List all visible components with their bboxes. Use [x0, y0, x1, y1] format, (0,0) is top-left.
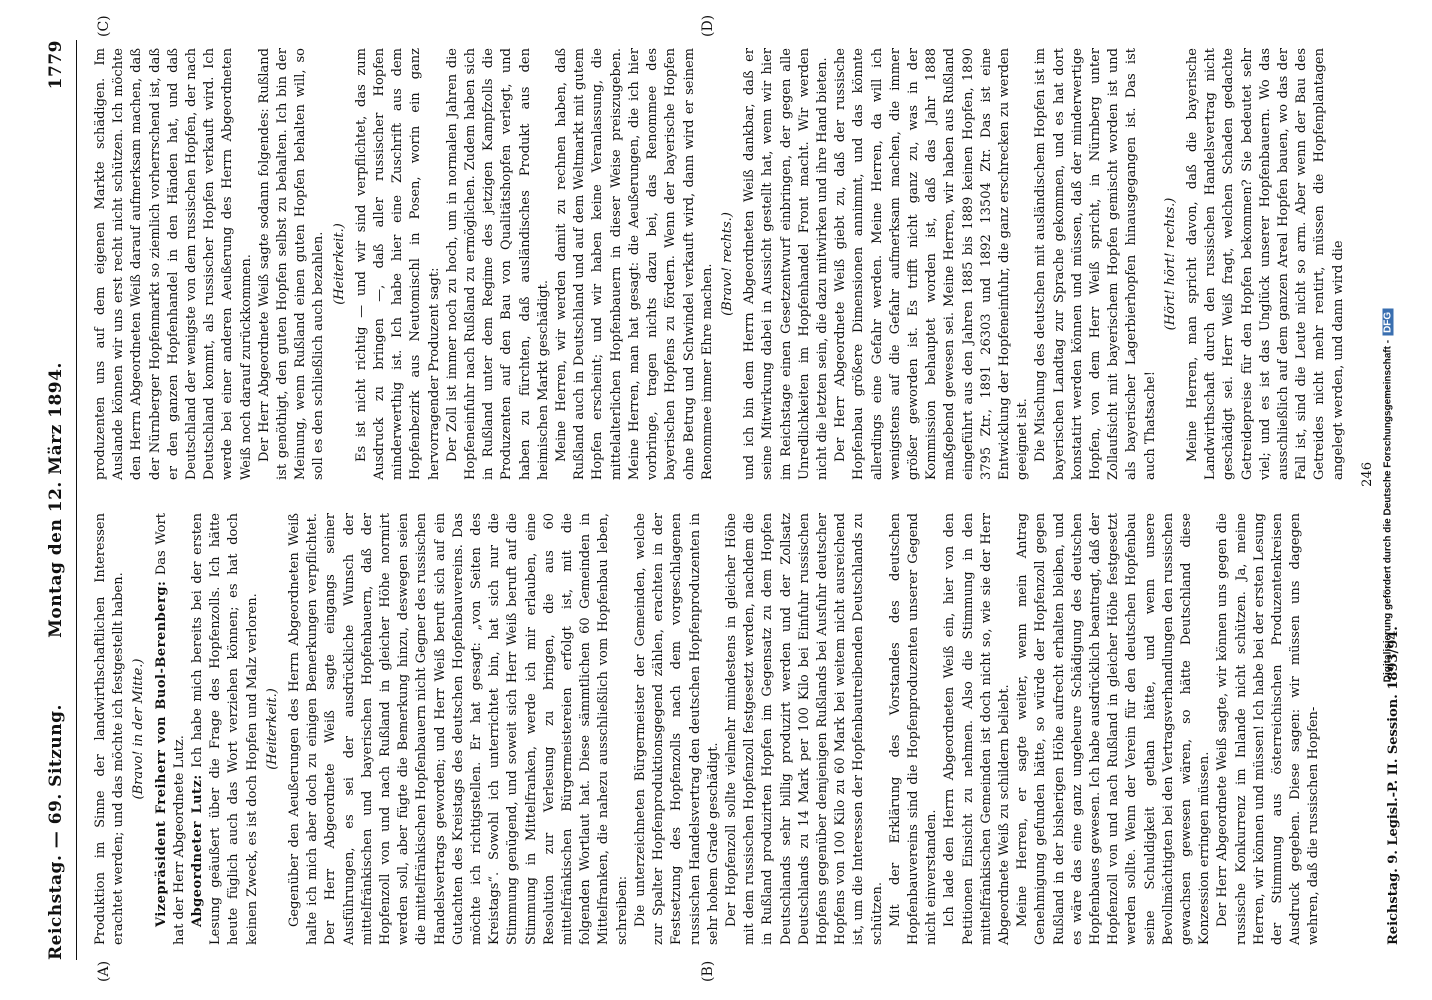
interjection: (Bravo! in der Mitte.)	[131, 658, 147, 800]
paragraph: Der Herr Abgeordnete Weiß sagte, wir können uns gegen die russische Konkurrenz im Inlande nicht schützen. Ja, meine Herren, wir können und müssen! Ich habe bei der ersten Lesung der Stimmung aus österreichischen Produzentenkreisen Ausdruck gegeben. Diese sagen: wir müssen uns dagegen wehren, daß die russischen Hopfen-	[1215, 513, 1322, 945]
credit-text: Digitalisierung gefördert durch die Deutsche Forschungsgemeinschaft -	[1382, 339, 1394, 683]
interjection: (Heiterkeit.)	[264, 688, 280, 770]
paragraph: Der Hopfenzoll sollte vielmehr mindestens in gleicher Höhe mit dem russischen Hopfenzoll festgesetzt werden, nachdem die in Rußland produzirten Hopfen im Gegensatz zu dem Hopfen Deutschlands sehr billig produzirt werden und der Zollsatz Deutschlands zu 14 Mark per 100 Kilo bei Einfuhr russischen Hopfens gegenüber demjenigen Rußlands bei Ausfuhr deutscher Hopfens von 100 Kilo zu 60 Mark bei weitem nicht ausreichend ist, um die Interessen der Hopfenbautreibenden Deutschlands zu schützen.	[723, 513, 885, 945]
text-column-left	[92, 513, 1324, 945]
header-page-number: 1779	[46, 40, 66, 90]
margin-letter-d: (D)	[700, 14, 716, 37]
paragraph: Der Herr Abgeordnete Weiß giebt zu, daß der russische Hopfenbau größere Dimensionen annimmt, und das könnte allerdings eine Gefahr werden. Meine Herren, da will ich wenigstens auf die Gefahr aufmerksam machen, die immer größer geworden ist. Es trifft nicht ganz zu, was in der Kommission behauptet worden ist, daß das Jahr 1888 maßgebend gewesen sei. Meine Herren, wir haben aus Rußland eingeführt aus den Jahren 1885 bis 1889 keinen Hopfen, 1890 3795 Ztr., 1891 26303 und 1892 13504 Ztr. Das ist eine Entwicklung der Hopfeneinfuhr, die ganz erschrecken zu werden geeignet ist.	[833, 48, 1031, 480]
page-header	[40, 40, 77, 960]
paragraph: Produktion im Sinne der landwirthschaftlichen Interessen erachtet werden; und das möchte ich festgestellt haben.	[93, 513, 127, 945]
paragraph	[189, 513, 262, 945]
paragraph: und ich bin dem Herrn Abgeordneten Weiß dankbar, daß er seine Mitwirkung dabei in Aussicht gestellt hat, wenn wir hier im Reichstage einen Gesetzentwurf einbringen, der gegen alle Unredlichkeiten im Hopfenhandel Front macht. Wir werden nicht die letzten sein, die dazu mitwirken und ihre Hand bieten.	[742, 48, 830, 480]
header-date: Montag den 12. März 1894.	[46, 362, 66, 638]
margin-letter-c: (C)	[96, 15, 112, 37]
paragraph: Ich lade den Herrn Abgeordneten Weiß ein, hier von den Petitionen Einsicht zu nehmen. Also die Stimmung in den mittelfränkischen Gemeinden ist doch nicht so, wie sie der Herr Abgeordnete Weiß zu schildern beliebt.	[942, 513, 1012, 945]
paragraph: Meine Herren, er sagte weiter, wenn mein Antrag Genehmigung gefunden hätte, so würde der Hopfenzoll gegen Rußland in der bisherigen Höhe aufrecht erhalten bleiben, und es wäre das eine ganz ungeheure Schädigung des deutschen Hopfenbaues gewesen. Ich habe ausdrücklich beantragt, daß der Hopfenzoll von und nach Rußland in gleicher Höhe festgesetzt werden sollte. Wenn der Verein für den deutschen Hopfenbau seine Schuldigkeit gethan hätte, und wenn unsere Bevollmächtigten bei den Vertragsverhandlungen den russischen gewachsen gewesen wären, so hätte Deutschland diese Konzession erringen müssen.	[1015, 513, 1213, 945]
margin-letter-a: (A)	[96, 960, 112, 982]
page-footer: Reichstag. 9. Legisl.-P. II. Session. 1893/94.	[1386, 626, 1401, 945]
paragraph: Mit der Erklärung des Vorstandes des deutschen Hopfenbauvereins sind die Hopfenproduzenten unserer Gegend nicht einverstanden.	[887, 513, 940, 945]
dfg-logo: DFG	[1383, 309, 1394, 336]
speech-text: Das Wort hat der Herr Abgeordnete Lutz.	[153, 513, 187, 945]
speaker-name: Vizepräsident Freiherr von Buol-Berenberg:	[153, 580, 169, 927]
margin-letter-b: (B)	[700, 960, 716, 982]
paragraph: Meine Herren, man spricht davon, daß die bayerische Landwirthschaft durch den russischen Handelsvertrag nicht geschädigt sei. Herr Weiß fragt, welchen Schaden gedachte Getreidepreise für den Hopfen bekommen? Sie bedeutet sehr viel; und es ist das Unglück unserer Hopfenbauern. Wo das ausschließlich auf dem ganzen Areal Hopfen bauen, wo das der Fall ist, sind die Leute nicht so arm. Aber wenn der Bau des Getreides nicht mehr rentirt, müssen die Hopfenplantagen angelegt werden, und dann wird die	[1184, 48, 1346, 480]
paragraph: produzenten uns auf dem eigenen Markte schädigen. Im Auslande können wir uns erst recht nicht schützen. Ich möchte den Herrn Abgeordneten Weiß darauf aufmerksam machen, daß der Nürnberger Hopfenmarkt so ziemlich vorherrschend ist, daß er den ganzen Hopfenhandel in den Händen hat, und daß Deutschland der wenigste von dem russischen Hopfen, der nach Deutschland kommt, als russischer Hopfen verkauft wird. Ich werde bei einer anderen Aeußerung des Herrn Abgeordneten Weiß noch darauf zurückkommen.	[93, 48, 254, 480]
speech-text: Ich habe mich bereits bei der ersten Lesung geäußert über die Frage des Hopfenzolls. Ich hätte heute füglich auch das Wort verziehen können; es hat doch keinen Zweck, es ist doch Hopfen und Malz verloren.	[190, 513, 260, 945]
paragraph: Gegenüber den Aeußerungen des Herrn Abgeordneten Weiß halte ich mich aber doch zu einigen Bemerkungen verpflichtet. Der Herr Abgeordnete Weiß sagte eingangs seiner Ausführungen, es sei der ausdrückliche Wunsch der mittelfränkischen und bayerischen Hopfenbauern, daß der Hopfenzoll von und nach Rußland in gleicher Höhe normirt werden soll, aber fügte die Bemerkung hinzu, deswegen seien die mittelfränkischen Hopfenbauern nicht Gegner des russischen Handelsvertrags geworden; und Herr Weiß beruft sich auf ein Gutachten des Kreistags des deutschen Hopfenbauvereins. Das möchte ich richtigstellen. Er hat gesagt: „von Seiten des Kreistags“. Sowohl ich unterrichtet bin, hat sich nur die Stimmung genügend, und soweit sich Herr Weiß beruft auf die Stimmung in Mittelfranken, werde ich mir erlauben, eine Resolution zur Verlesung zu bringen, die aus 60 mittelfränkischen Bürgermeistereien erfolgt ist, mit die folgenden Wortlaut hat. Diese sämmtlichen 60 Gemeinden in Mittelfranken, die nahezu ausschließlich vom Hopfenbau leben, schreiben:	[287, 513, 630, 945]
text-column-right	[92, 48, 1348, 480]
paragraph: Die Mischung des deutschen mit ausländischem Hopfen ist im bayerischen Landtag zur Sprache gekommen, und es hat dort konstatirt werden können und müssen, daß der minderwertige Hopfen, von dem Herr Weiß spricht, in Nürnberg unter Zollaufsicht mit bayerischem Hopfen gemischt worden ist und als bayerischer Lagerbierhopfen hinausgegangen ist. Das ist auch Thatsache!	[1033, 48, 1158, 480]
digitization-credit	[1378, 0, 1398, 1000]
interjection: (Heiterkeit.)	[331, 223, 347, 305]
header-left: Reichstag. — 69. Sitzung.	[46, 704, 66, 960]
interjection: (Hört! hört! rechts.)	[1162, 197, 1178, 331]
paragraph: Es ist nicht richtig — und wir sind verpflichtet, das zum Ausdruck zu bringen —, daß aller russischer Hopfen minderwerthig ist. Ich habe hier eine Zuschrift aus dem Hopfenbezirk aus Neutomischl in Posen, worin ein ganz hervorragender Produzent sagt:	[353, 48, 442, 480]
interjection: (Bravo! rechts.)	[719, 212, 735, 316]
paragraph: Die unterzeichneten Bürgermeister der Gemeinden, welche zur Spalter Hopfenproduktionsgegend zählen, erachten in der Festsetzung des Hopfenzolls nach dem vorgeschlagenen russischen Handelsvertrag den deutschen Hopfenproduzenten in sehr hohem Grade geschädigt.	[632, 513, 721, 945]
paragraph: Der Herr Abgeordnete Weiß sagte sodann folgendes: Rußland ist genöthigt, den guten Hopfen selbst zu behalten. Ich bin der Meinung, wenn Rußland einen guten Hopfen behalten will, so soll es den schließlich auch bezahlen.	[256, 48, 327, 480]
paragraph	[153, 513, 189, 945]
paragraph: Meine Herren, wir werden damit zu rechnen haben, daß Rußland auch in Deutschland und auf dem Weltmarkt mit gutem Hopfen erscheint; und wir haben keine Veranlassung, die mittelalterlichen Hopfenbauern in dieser Weise preiszugeben. Meine Herren, man hat gesagt: die Aeußerungen, die ich hier vorbringe, tragen nichts dazu bei, das Renommee des bayerischen Hopfens zu fördern. Wenn der bayerische Hopfen ohne Betrug und Schwindel verkauft wird, dann wird er seinem Renommee immer Ehre machen.	[554, 48, 715, 480]
paragraph: Der Zoll ist immer noch zu hoch, um in normalen Jahren die Hopfeneinfuhr nach Rußland zu ermöglichen. Zudem haben sich in Rußland unter dem Regime des jetzigen Kampfzolls die Produzenten auf den Bau von Qualitätshopfen verlegt, und haben zu fürchten, daß ausländisches Produkt aus den heimischen Markt geschädigt.	[444, 48, 551, 480]
catchword: 246	[1360, 462, 1375, 487]
speaker-name: Abgeordneter Lutz:	[190, 774, 206, 927]
